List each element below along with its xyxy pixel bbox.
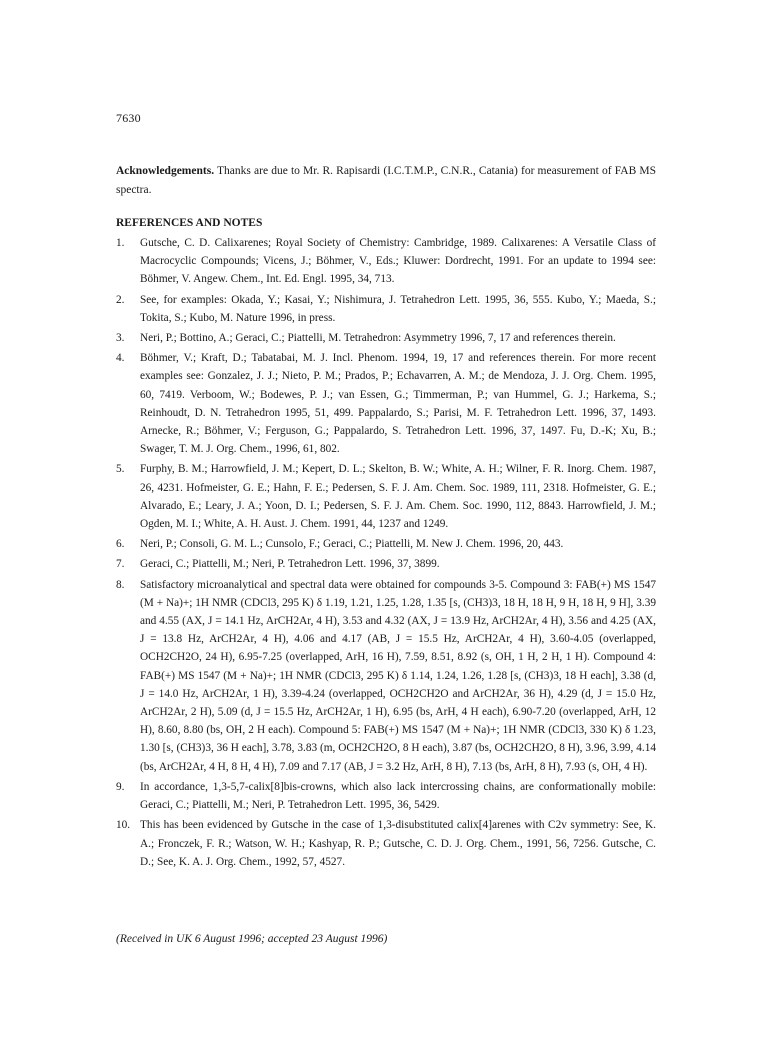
- reference-text: Neri, P.; Bottino, A.; Geraci, C.; Piattelli, M. Tetrahedron: Asymmetry 1996, 7, 17 and references therein.: [140, 332, 616, 345]
- reference-number: 3.: [116, 332, 125, 345]
- reference-number: 9.: [116, 780, 125, 793]
- reference-item: [116, 291, 656, 327]
- reference-item: [116, 576, 656, 776]
- reference-text: See, for examples: Okada, Y.; Kasai, Y.; Nishimura, J. Tetrahedron Lett. 1995, 36, 555. Kubo, Y.; Maeda, S.; Tokita, S.; Kubo, M. Nature 1996, in press.: [140, 293, 656, 324]
- acknowledgements-text: Thanks are due to Mr. R. Rapisardi (I.C.T.M.P., C.N.R., Catania) for measurement of FAB MS spectra.: [116, 165, 656, 196]
- reference-item: [116, 816, 656, 871]
- reference-number: 5.: [116, 463, 125, 476]
- reference-item: [116, 460, 656, 533]
- reference-number: 6.: [116, 538, 125, 551]
- reference-text: Neri, P.; Consoli, G. M. L.; Cunsolo, F.; Geraci, C.; Piattelli, M. New J. Chem. 1996, 20, 443.: [140, 538, 564, 551]
- reference-item: [116, 349, 656, 458]
- received-note: (Received in UK 6 August 1996; accepted 23 August 1996): [116, 933, 388, 945]
- reference-item: [116, 329, 656, 347]
- reference-text: Geraci, C.; Piattelli, M.; Neri, P. Tetrahedron Lett. 1996, 37, 3899.: [140, 558, 440, 571]
- acknowledgements-title: Acknowledgements.: [116, 165, 215, 177]
- reference-number: 8.: [116, 578, 125, 591]
- reference-text: In accordance, 1,3-5,7-calix[8]bis-crowns, which also lack intercrossing chains, are conformationally mobile: Geraci, C.; Piattelli, M.; Neri, P. Tetrahedron Lett. 1995, 36, 5429.: [140, 780, 656, 812]
- page-number: 7630: [116, 111, 141, 125]
- acknowledgements-paragraph: [116, 162, 656, 200]
- reference-text: Böhmer, V.; Kraft, D.; Tabatabai, M. J. Incl. Phenom. 1994, 19, 17 and references therein. For more recent examples see: Gonzalez, J. J.; Nieto, P. M.; Prados, P.; Echavarren, A. M.; de Mendoza, J. J. Org. Chem. 1995, 60, 7419. Verboom, W.; Bodewes, P. J.; van Essen, G.; Timmerman, P.; van Hummel, G. J.; Harkema, S.; Reinhoudt, D. N. Tetrahedron 1995, 51, 499. Pappalardo, S.; Parisi, M. F. Tetrahedron Lett. 1996, 37, 1493. Arnecke, R.; Böhmer, V.; Ferguson, G.; Pappalardo, S. Tetrahedron Lett. 1996, 37, 1497. Fu, D.-K; Xu, B.; Swager, T. M. J. Org. Chem., 1996, 61, 802.: [140, 352, 656, 456]
- reference-number: 4.: [116, 352, 125, 365]
- reference-text: Gutsche, C. D. Calixarenes; Royal Society of Chemistry: Cambridge, 1989. Calixarenes: A Versatile Class of Macrocyclic Compounds; Vicens, J.; Böhmer, V., Eds.; Kluwer: Dordrecht, 1991. For an update to 1994 see: Böhmer, V. Angew. Chem., Int. Ed. Engl. 1995, 34, 713.: [140, 237, 656, 286]
- reference-number: 1.: [116, 237, 125, 249]
- reference-number: 7.: [116, 558, 125, 571]
- reference-number: 2.: [116, 293, 125, 306]
- reference-text: This has been evidenced by Gutsche in the case of 1,3-disubstituted calix[4]arenes with C2v symmetry: See, K. A.; Fronczek, F. R.; Watson, W. H.; Kashyap, R. P.; Gutsche, C. D. J. Org. Chem., 1991, 56, 7256. Gutsche, C. D.; See, K. A. J. Org. Chem., 1992, 57, 4527.: [140, 819, 656, 868]
- reference-text: Satisfactory microanalytical and spectral data were obtained for compounds 3-5. Compound 3: FAB(+) MS 1547 (M + Na)+; 1H NMR (CDCl3, 295 K) δ 1.19, 1.21, 1.25, 1.28, 1.35 [s, (CH3)3, 18 H, 18 H, 9 H, 18 H, 9 H], 3.39 and 4.55 (AX, J = 14.1 Hz, ArCH2Ar, 4 H), 3.53 and 4.32 (AX, J = 13.9 Hz, ArCH2Ar, 4 H), 3.56 and 4.25 (AX, J = 13.8 Hz, ArCH2Ar, 4 H), 4.06 and 4.17 (AB, J = 15.5 Hz, ArCH2Ar, 4 H), 3.60-4.05 (overlapped, OCH2CH2O, 24 H), 6.95-7.25 (overlapped, ArH, 16 H), 7.59, 8.51, 8.92 (s, OH, 1 H, 2 H, 1 H). Compound 4: FAB(+) MS 1547 (M + Na)+; 1H NMR (CDCl3, 295 K) δ 1.14, 1.24, 1.26, 1.28 [s, (CH3)3, 18 H each], 3.38 (d, J = 14.0 Hz, ArCH2Ar, 1 H), 3.39-4.24 (overlapped, OCH2CH2O and ArCH2Ar, 36 H), 4.29 (d, J = 15.0 Hz, ArCH2Ar, 2 H), 5.09 (d, J = 15.5 Hz, ArCH2Ar, 1 H), 6.95 (bs, ArH, 4 H each), 6.90-7.20 (overlapped, ArH, 12 H), 8.60, 8.80 (bs, OH, 2 H each). Compound 5: FAB(+) MS 1547 (M + Na)+; 1H NMR (CDCl3, 330 K) δ 1.23, 1.30 [s, (CH3)3, 36 H each], 3.78, 3.83 (m, OCH2CH2O, 8 H each), 3.87 (bs, OCH2CH2O, 8 H), 3.96, 3.99, 4.14 (bs, ArCH2Ar, 4 H, 8 H, 4 H), 7.09 and 7.17 (AB, J = 3.2 Hz, ArH, 8 H), 7.13 (bs, ArH, 8 H), 7.93 (s, OH, 4 H).: [140, 578, 656, 773]
- reference-number: 10.: [116, 819, 131, 832]
- reference-item: [116, 535, 656, 553]
- references-list: [116, 234, 656, 873]
- reference-text: Furphy, B. M.; Harrowfield, J. M.; Kepert, D. L.; Skelton, B. W.; White, A. H.; Wilner, F. R. Inorg. Chem. 1987, 26, 4231. Hofmeister, G. E.; Hahn, F. E.; Pedersen, S. F. J. Am. Chem. Soc. 1989, 111, 2318. Hofmeister, G. E.; Alvarado, E.; Leary, J. A.; Yoon, D. I.; Pedersen, S. F. J. Am. Chem. Soc. 1990, 112, 8843. Harrowfield, J. M.; Ogden, M. I.; White, A. H. Aust. J. Chem. 1991, 44, 1237 and 1249.: [140, 463, 656, 531]
- reference-item: [116, 234, 656, 289]
- reference-item: [116, 778, 656, 814]
- references-heading: REFERENCES AND NOTES: [116, 217, 263, 229]
- reference-item: [116, 555, 656, 573]
